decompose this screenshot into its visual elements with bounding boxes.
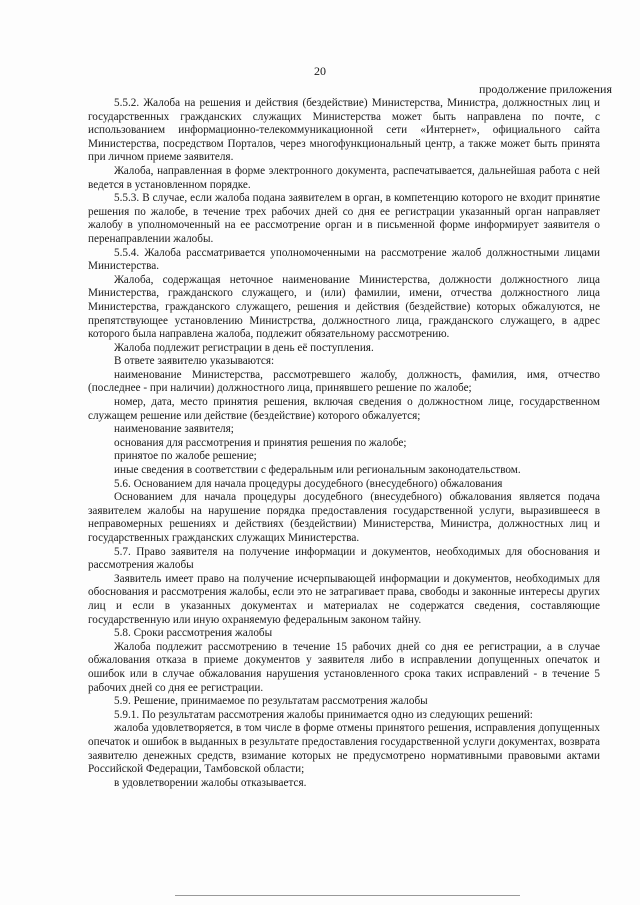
paragraph-answer-item-1: наименование Министерства, рассмотревшего жалобу, должность, фамилия, имя, отчество (последнее - при наличии) должностного лица, принявшего решение по жалобе;: [88, 368, 600, 395]
paragraph-answer-intro: В ответе заявителю указываются:: [114, 355, 275, 368]
page-number: 20: [314, 64, 326, 78]
footer-divider: [175, 895, 520, 896]
paragraph-5-9-1: 5.9.1. По результатам рассмотрения жалобы принимается одно из следующих решений:: [114, 708, 533, 721]
paragraph-5-5-3: 5.5.3. В случае, если жалоба подана заявителем в орган, в компетенцию которого не входит принятие решения по жалобе, в течение трех рабочих дней со дня ее регистрации указанный орган направляет жалобу в уполномоченный на ее рассмотрение орган и в письменной форме информирует заявителя о перенаправлении жалобы.: [88, 192, 600, 245]
paragraph-decision-refuse: в удовлетворении жалобы отказывается.: [114, 776, 307, 789]
paragraph-5-5-4: 5.5.4. Жалоба рассматривается уполномоченными на рассмотрение жалоб должностными лицами Министерства.: [88, 246, 600, 273]
paragraph-answer-item-2: номер, дата, место принятия решения, включая сведения о должностном лице, государственном служащем решение или действие (бездействие) которого обжалуется;: [88, 396, 600, 422]
paragraph-answer-item-3: наименование заявителя;: [114, 423, 234, 436]
paragraph-5-5-2: 5.5.2. Жалоба на решения и действия (бездействие) Министерства, Министра, должностных лиц и государственных гражданских служащих Министерства может быть направлена по почте, с использованием информационно-телекоммуникационной сети «Интернет», официального сайта Министерства, посредством Порталов, через многофункциональный центр, а также может быть принята при личном приеме заявителя.: [88, 97, 600, 164]
paragraph-5-6-heading: 5.6. Основанием для начала процедуры досудебного (внесудебного) обжалования: [114, 477, 503, 490]
paragraph-5-6-text: Основанием для начала процедуры досудебного (внесудебного) обжалования является подача заявителем жалобы на нарушение порядка предоставления государственной услуги, выразившееся в неправомерных решениях и действиях (бездействии) Министерства, Министра, должностных лиц и государственных гражданских служащих Министерства.: [88, 491, 600, 544]
paragraph-inaccurate-name: Жалоба, содержащая неточное наименование Министерства, должности должностного лица Министерства, гражданского служащего, и (или) фамилии, имени, отчества должностного лица Министерства, гражданского служащего, решения и действия (бездействие) которых обжалуются, не препятствующее установлению Министрства, должностного лица, гражданского служащего, в адрес которого была направлена жалоба, подлежит обязательному рассмотрению.: [88, 273, 600, 341]
paragraph-5-7-heading: 5.7. Право заявителя на получение информации и документов, необходимых для обоснования и рассмотрения жалобы: [88, 545, 600, 572]
paragraph-registration: Жалоба подлежит регистрации в день её поступления.: [114, 341, 374, 354]
paragraph-5-9-heading: 5.9. Решение, принимаемое по результатам рассмотрения жалобы: [114, 695, 428, 708]
paragraph-decision-satisfy: жалоба удовлетворяется, в том числе в форме отмены принятого решения, исправления допущенных опечаток и ошибок в выданных в результате предоставления государственной услуги документах, возврата заявителю денежных средств, взимание которых не предусмотрено нормативными правовыми актами Российской Федерации, Тамбовской области;: [88, 722, 600, 776]
paragraph-5-8-text: Жалоба подлежит рассмотрению в течение 15 рабочих дней со дня ее регистрации, а в случае обжалования отказа в приеме документов у заявителя либо в исправлении допущенных опечаток и ошибок или в случае обжалования нарушения установленного срока таких исправлений - в течение 5 рабочих дней со дня ее регистрации.: [88, 640, 600, 694]
document-body: [88, 97, 600, 790]
paragraph-5-7-text: Заявитель имеет право на получение исчерпывающей информации и документов, необходимых для обоснования и рассмотрения жалобы, если это не затрагивает права, свободы и законные интересы других лиц и если в указанных документах и материалах не содержатся сведения, составляющие государственную или иную охраняемую федеральным законом тайну.: [88, 572, 600, 626]
paragraph-electronic-complaint: Жалоба, направленная в форме электронного документа, распечатывается, дальнейшая работа с ней ведется в установленном порядке.: [88, 164, 600, 191]
paragraph-answer-item-5: принятое по жалобе решение;: [114, 450, 257, 463]
continuation-label: продолжение приложения: [479, 82, 612, 96]
paragraph-5-8-heading: 5.8. Сроки рассмотрения жалобы: [114, 627, 273, 640]
paragraph-answer-item-4: основания для рассмотрения и принятия решения по жалобе;: [114, 436, 407, 449]
paragraph-answer-item-6: иные сведения в соответствии с федеральным или региональным законодательством.: [114, 464, 521, 477]
